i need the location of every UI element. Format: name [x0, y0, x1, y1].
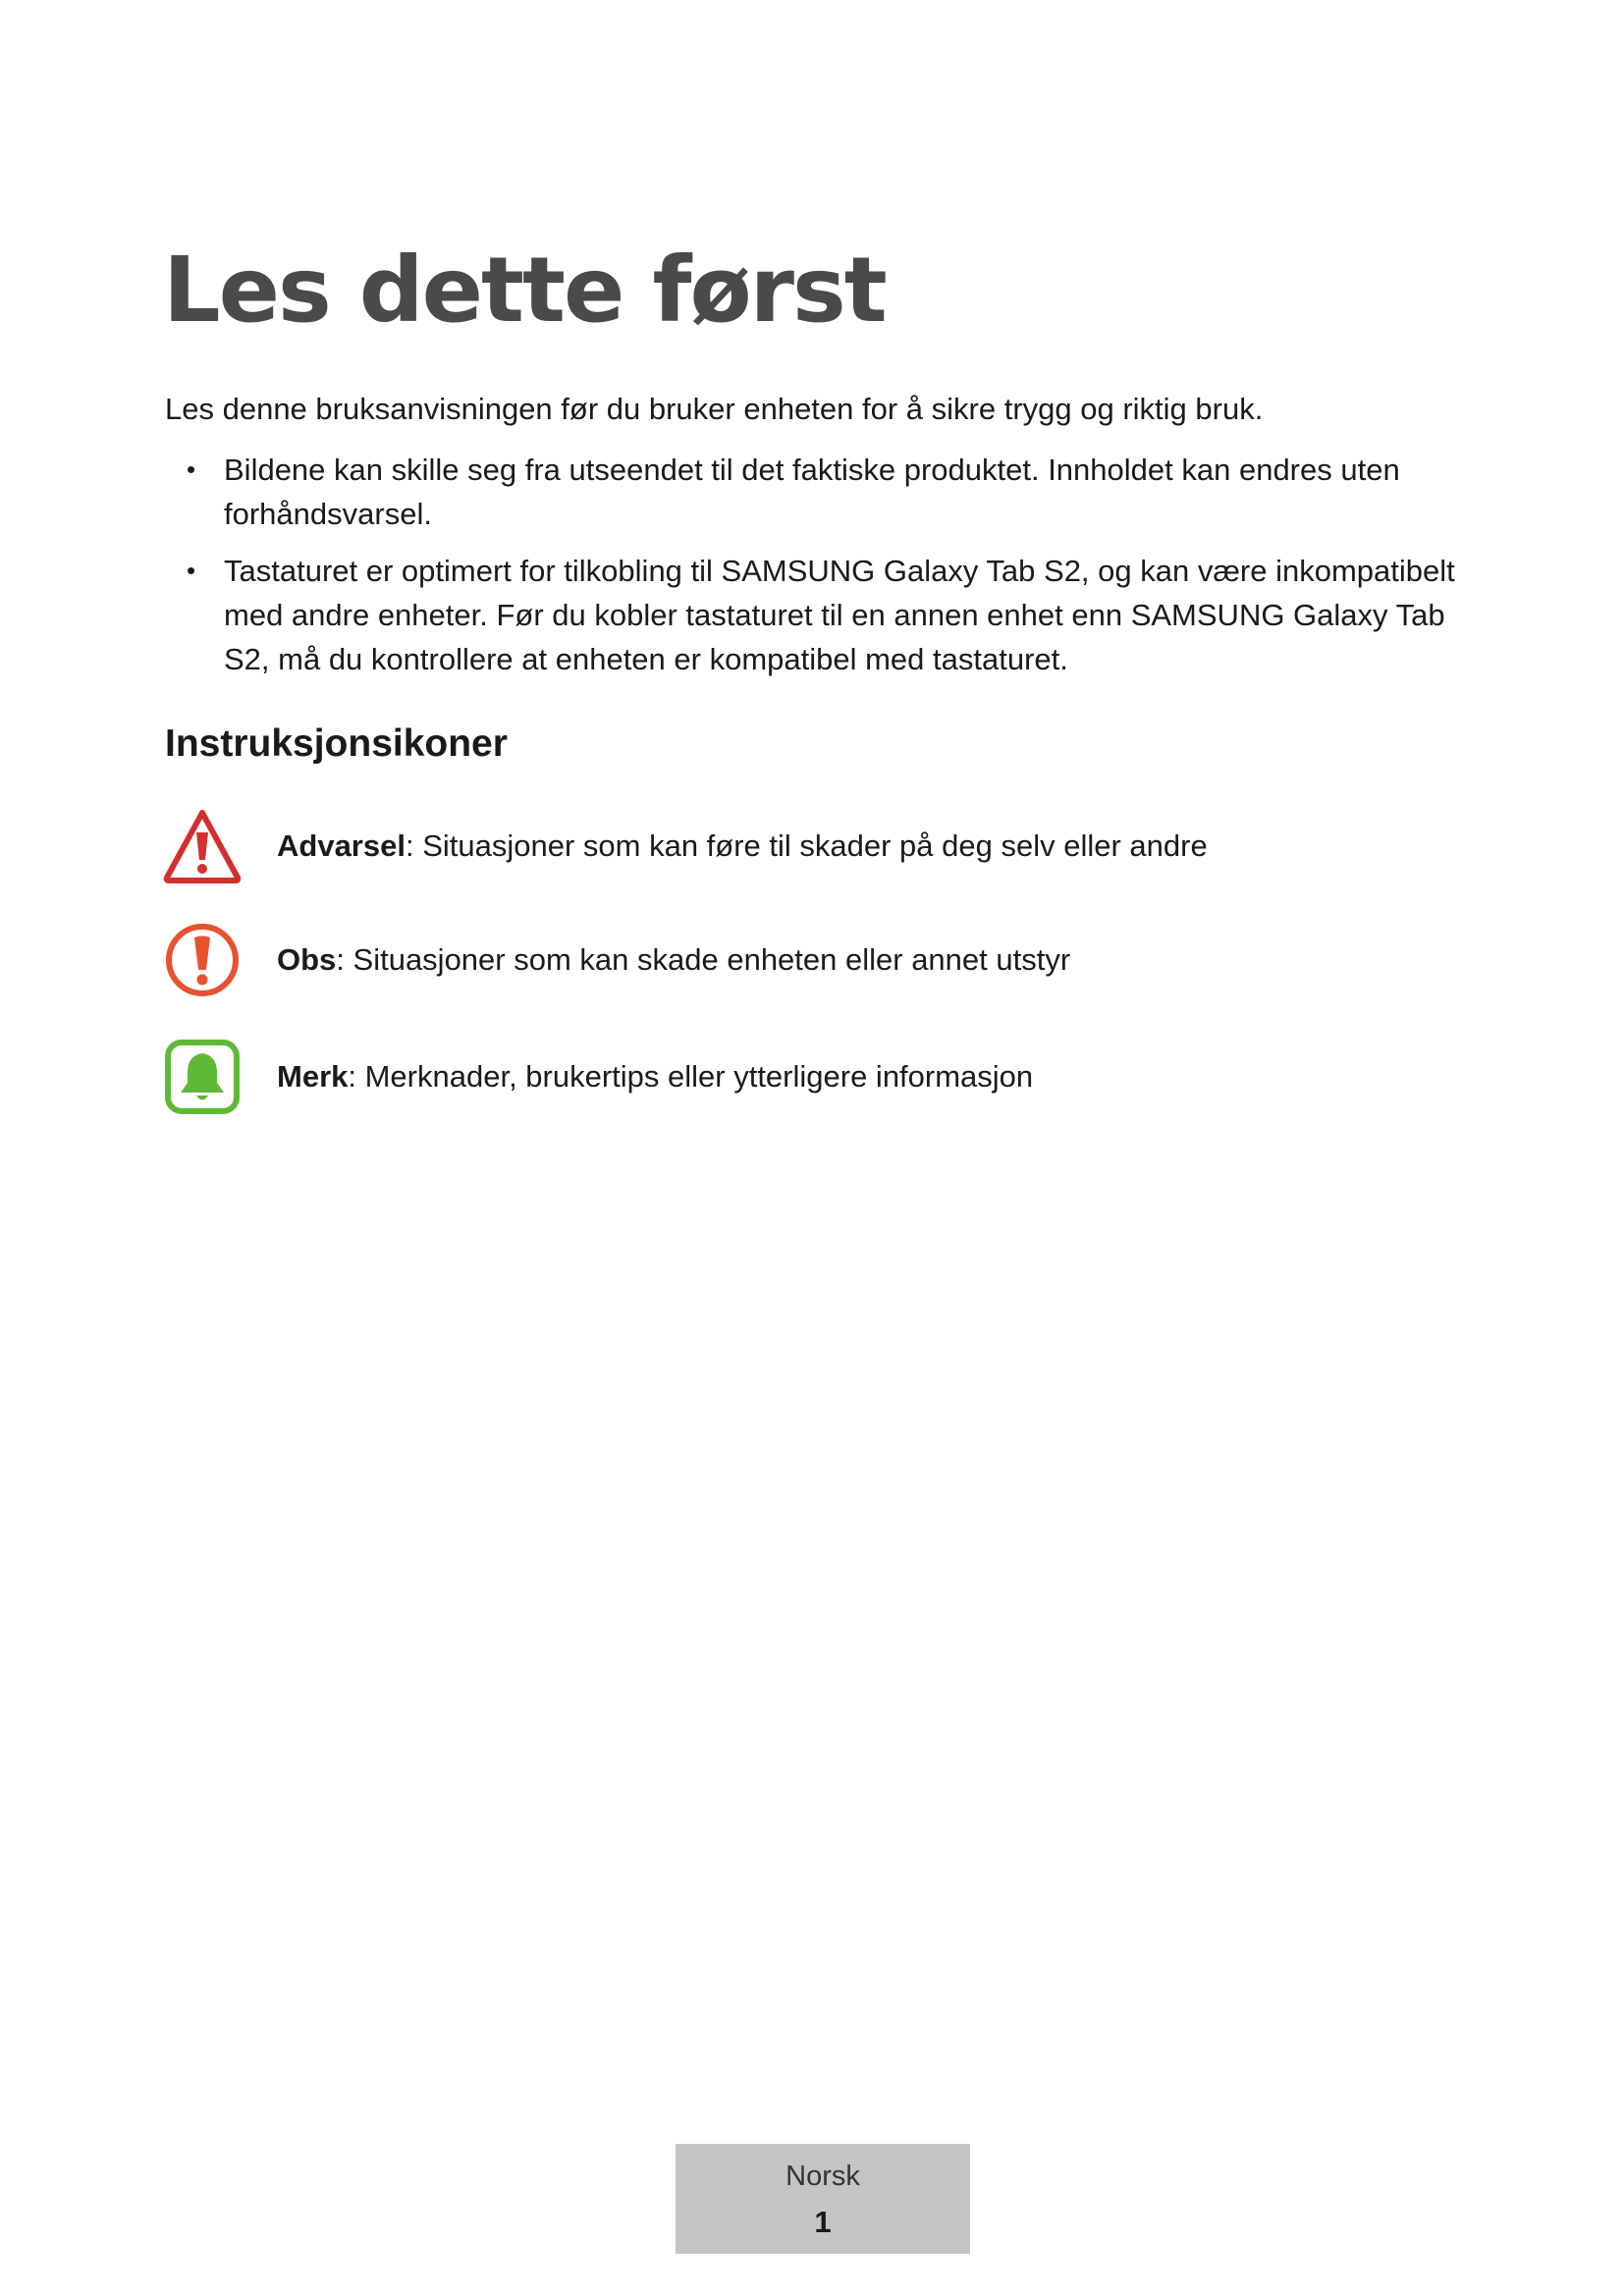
caution-text: : Situasjoner som kan skade enheten eller annet utstyr [336, 942, 1071, 977]
bullet-text: Tastaturet er optimert for tilkobling til SAMSUNG Galaxy Tab S2, og kan være inkompatibelt med andre enheter. Før du kobler tastaturet til en annen enhet enn SAMSUNG Galaxy Tab S2, må du kontrollere at enheten er kompatibel med tastaturet. [224, 554, 1455, 676]
bullet-item [165, 448, 1490, 536]
note-text: : Merknader, brukertips eller ytterligere informasjon [348, 1059, 1034, 1094]
note-description [277, 1059, 1033, 1095]
warning-row [163, 807, 1439, 885]
warning-term: Advarsel [277, 828, 406, 863]
bullet-text: Bildene kan skille seg fra utseendet til det faktiske produktet. Innholdet kan endres uten forhåndsvarsel. [224, 453, 1400, 531]
page-title: Les dette først [163, 238, 886, 343]
intro-paragraph: Les denne bruksanvisningen før du bruker enheten for å sikre trygg og riktig bruk. [165, 392, 1264, 426]
warning-triangle-icon [163, 807, 242, 885]
caution-term: Obs [277, 942, 337, 977]
bell-note-icon [163, 1038, 242, 1116]
bullet-dot: • [187, 556, 196, 585]
caution-circle-icon [163, 921, 242, 999]
section-heading: Instruksjonsikoner [165, 722, 508, 765]
note-row [163, 1038, 1439, 1116]
warning-text: : Situasjoner som kan føre til skader på deg selv eller andre [405, 828, 1208, 863]
bullet-item [165, 549, 1490, 681]
bullet-list [165, 448, 1490, 694]
footer-language: Norsk [785, 2161, 860, 2192]
warning-description [277, 828, 1208, 864]
page-footer [676, 2144, 970, 2254]
note-term: Merk [277, 1059, 349, 1094]
caution-row [163, 921, 1439, 999]
bullet-dot: • [187, 454, 196, 484]
caution-description [277, 942, 1070, 978]
page-number: 1 [814, 2205, 832, 2239]
